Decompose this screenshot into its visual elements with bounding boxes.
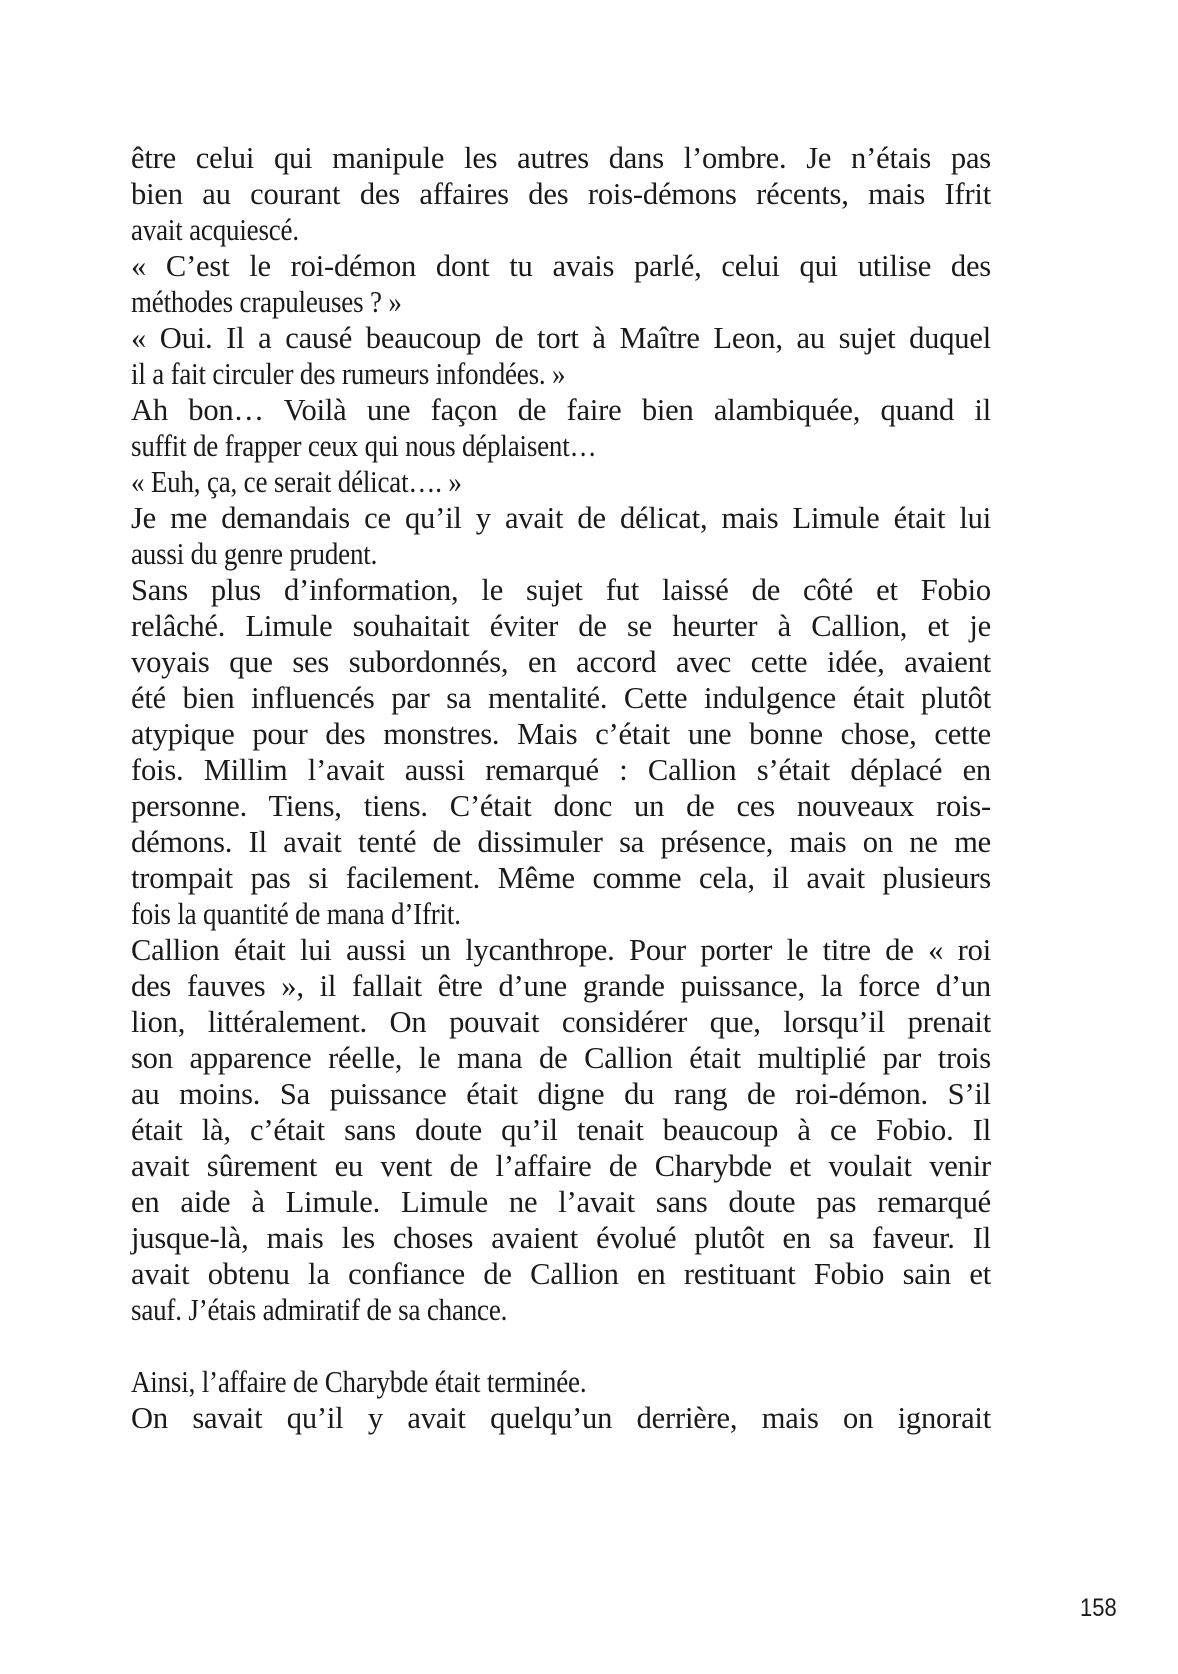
text-line <box>131 968 991 1004</box>
text-line-content: Callion était lui aussi un lycanthrope. Pour porter le titre de « roi <box>131 932 991 967</box>
text-line <box>131 320 991 356</box>
text-line-content: bien au courant des affaires des rois-démons récents, mais Ifrit <box>131 176 992 211</box>
text-line-content: lion, littéralement. On pouvait considérer que, lorsqu’il prenait <box>131 1004 991 1039</box>
text-line-content: « Oui. Il a causé beaucoup de tort à Maître Leon, au sujet duquel <box>131 320 992 355</box>
text-line-content: être celui qui manipule les autres dans l’ombre. Je n’étais pas <box>131 140 991 175</box>
text-line-content: personne. Tiens, tiens. C’était donc un de ces nouveaux rois- <box>131 788 991 823</box>
text-line <box>131 176 991 212</box>
text-line <box>131 824 991 860</box>
text-line-content: avait sûrement eu vent de l’affaire de Charybde et voulait venir <box>131 1148 991 1183</box>
text-line <box>131 140 991 176</box>
text-line <box>131 932 991 968</box>
text-line <box>131 788 991 824</box>
text-line <box>131 1400 991 1436</box>
page-number: 158 <box>1080 1594 1117 1622</box>
text-line <box>131 464 991 500</box>
text-line-content: aussi du genre prudent. <box>131 536 378 571</box>
blank-line <box>131 1328 991 1364</box>
text-line-content: suffit de frapper ceux qui nous déplaisent… <box>131 428 597 463</box>
text-line-content: au moins. Sa puissance était digne du rang de roi-démon. S’il <box>131 1076 992 1111</box>
text-line-content: voyais que ses subordonnés, en accord avec cette idée, avaient <box>131 644 992 679</box>
text-line <box>131 1292 991 1328</box>
text-line-content: Ah bon… Voilà une façon de faire bien alambiquée, quand il <box>131 392 991 427</box>
text-line <box>131 248 991 284</box>
text-line <box>131 1040 991 1076</box>
text-line <box>131 860 991 896</box>
text-line-content: « Euh, ça, ce serait délicat…. » <box>131 464 462 499</box>
text-line-content: jusque-là, mais les choses avaient évolué plutôt en sa faveur. Il <box>131 1220 991 1255</box>
text-line-content: « C’est le roi-démon dont tu avais parlé, celui qui utilise des <box>131 248 992 283</box>
text-line <box>131 1076 991 1112</box>
text-line-content: été bien influencés par sa mentalité. Cette indulgence était plutôt <box>131 680 991 715</box>
text-line-content: Je me demandais ce qu’il y avait de délicat, mais Limule était lui <box>131 500 991 535</box>
body-text <box>131 140 991 1436</box>
text-line <box>131 500 991 536</box>
text-line-content: en aide à Limule. Limule ne l’avait sans doute pas remarqué <box>131 1184 991 1219</box>
text-line <box>131 644 991 680</box>
text-line-content: avait acquiescé. <box>131 212 299 247</box>
text-line <box>131 1220 991 1256</box>
text-line <box>131 1148 991 1184</box>
text-line <box>131 1364 991 1400</box>
text-line <box>131 428 991 464</box>
text-line <box>131 284 991 320</box>
text-line <box>131 572 991 608</box>
text-line-content: méthodes crapuleuses ? » <box>131 284 402 319</box>
text-line <box>131 680 991 716</box>
text-line <box>131 896 991 932</box>
text-line <box>131 1256 991 1292</box>
text-line-content: Ainsi, l’affaire de Charybde était terminée. <box>131 1364 587 1399</box>
text-line <box>131 212 991 248</box>
text-line-content: fois. Millim l’avait aussi remarqué : Callion s’était déplacé en <box>131 752 991 787</box>
text-line-content: trompait pas si facilement. Même comme cela, il avait plusieurs <box>131 860 991 895</box>
text-line-content: des fauves », il fallait être d’une grande puissance, la force d’un <box>131 968 991 1003</box>
text-line <box>131 356 991 392</box>
text-line <box>131 752 991 788</box>
text-line-content: sauf. J’étais admiratif de sa chance. <box>131 1292 508 1327</box>
text-line-content: son apparence réelle, le mana de Callion était multiplié par trois <box>131 1040 991 1075</box>
text-line-content: Sans plus d’information, le sujet fut laissé de côté et Fobio <box>131 572 991 607</box>
text-line <box>131 1184 991 1220</box>
text-line <box>131 392 991 428</box>
text-line <box>131 608 991 644</box>
text-line <box>131 536 991 572</box>
text-line <box>131 1004 991 1040</box>
text-line-content: avait obtenu la confiance de Callion en restituant Fobio sain et <box>131 1256 991 1291</box>
text-line-content: fois la quantité de mana d’Ifrit. <box>131 896 461 931</box>
text-line-content: était là, c’était sans doute qu’il tenait beaucoup à ce Fobio. Il <box>131 1112 991 1147</box>
text-line-content: il a fait circuler des rumeurs infondées. » <box>131 356 566 391</box>
text-line-content: relâché. Limule souhaitait éviter de se heurter à Callion, et je <box>131 608 991 643</box>
text-line-content: On savait qu’il y avait quelqu’un derrière, mais on ignorait <box>131 1400 992 1435</box>
text-line <box>131 1112 991 1148</box>
text-line-content: démons. Il avait tenté de dissimuler sa présence, mais on ne me <box>131 824 992 859</box>
text-line-content: atypique pour des monstres. Mais c’était une bonne chose, cette <box>131 716 991 751</box>
text-line <box>131 716 991 752</box>
